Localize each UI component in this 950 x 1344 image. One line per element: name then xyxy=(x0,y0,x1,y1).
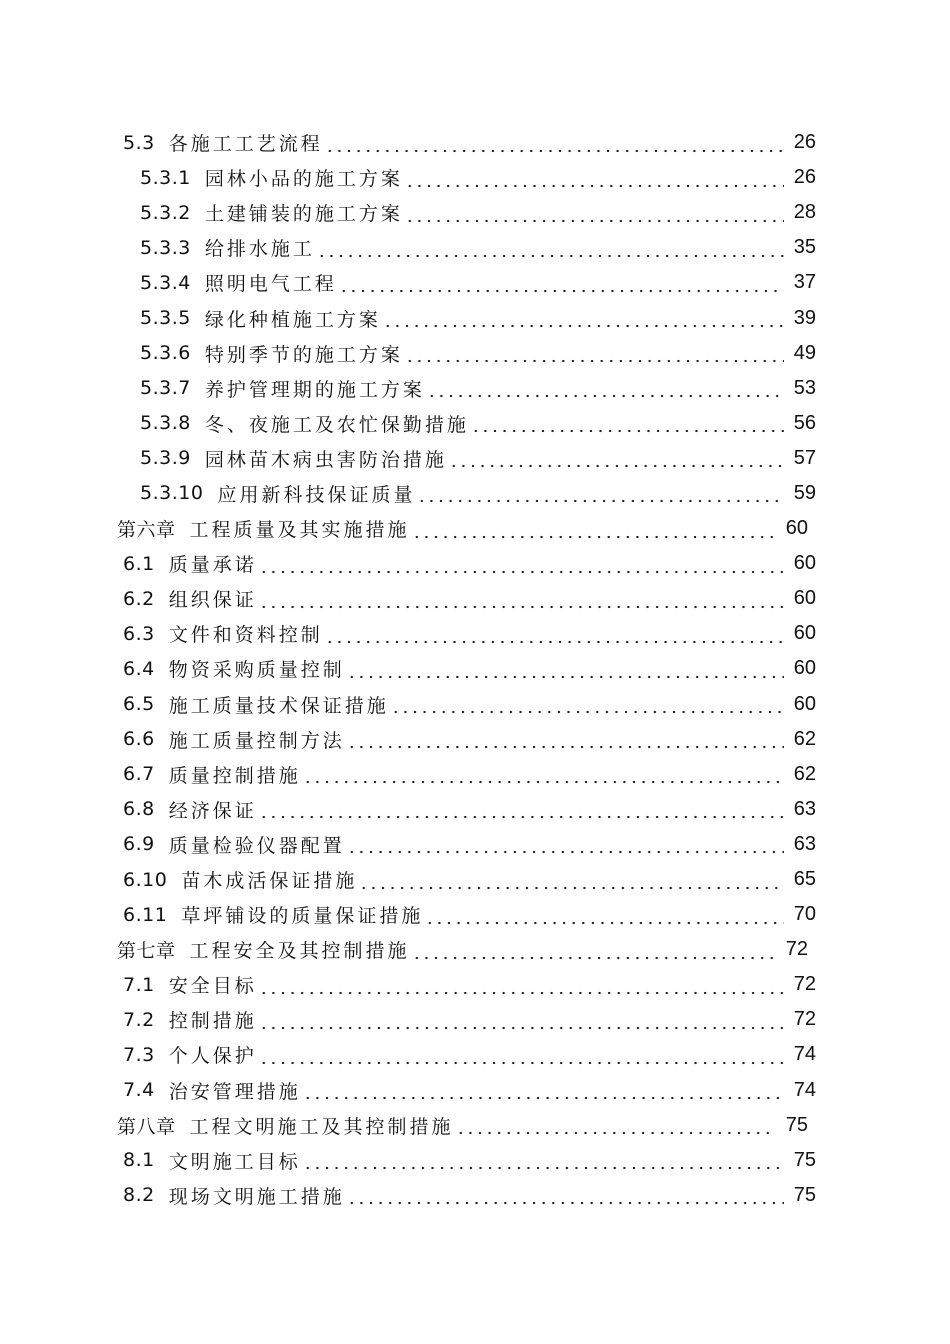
toc-dot-leader xyxy=(303,1080,784,1100)
toc-entry-page-number: 26 xyxy=(793,166,816,189)
toc-dot-leader xyxy=(259,799,784,819)
toc-entry[interactable] xyxy=(0,687,950,722)
toc-entry-title: 安全目标 xyxy=(168,975,257,998)
toc-dot-leader xyxy=(325,624,784,644)
toc-entry-title: 治安管理措施 xyxy=(168,1080,301,1103)
toc-dot-leader xyxy=(412,519,776,539)
toc-entry[interactable] xyxy=(0,792,950,827)
toc-entry[interactable] xyxy=(0,300,950,335)
toc-entry-title: 组织保证 xyxy=(168,589,257,612)
toc-entry[interactable] xyxy=(0,371,950,406)
toc-entry-number: 第六章 xyxy=(117,519,176,542)
toc-dot-leader xyxy=(417,483,784,503)
toc-entry-page-number: 60 xyxy=(793,552,816,575)
toc-entry-page-number: 37 xyxy=(793,271,816,294)
toc-dot-leader xyxy=(405,203,784,223)
toc-entry-page-number: 60 xyxy=(793,692,816,715)
toc-entry[interactable] xyxy=(0,546,950,581)
toc-entry-page-number: 65 xyxy=(793,868,816,891)
toc-entry-title: 应用新科技保证质量 xyxy=(217,483,416,506)
toc-entry-number: 7.3 xyxy=(123,1043,155,1066)
toc-entry[interactable] xyxy=(0,862,950,897)
toc-dot-leader xyxy=(325,133,784,153)
toc-entry-page-number: 60 xyxy=(793,587,816,610)
toc-entry-number: 5.3.1 xyxy=(140,166,191,189)
toc-entry[interactable] xyxy=(0,616,950,651)
toc-entry-number: 5.3.5 xyxy=(140,307,191,330)
toc-dot-leader xyxy=(427,378,784,398)
toc-entry[interactable] xyxy=(0,722,950,757)
toc-entry-page-number: 53 xyxy=(793,376,816,399)
toc-entry-page-number: 63 xyxy=(793,832,816,855)
toc-entry[interactable] xyxy=(0,1143,950,1178)
toc-entry-number: 5.3.6 xyxy=(140,342,191,365)
toc-dot-leader xyxy=(471,413,784,433)
toc-entry-number: 6.2 xyxy=(123,587,155,610)
toc-entry-title: 质量检验仪器配置 xyxy=(168,834,345,857)
toc-entry[interactable] xyxy=(0,476,950,511)
toc-entry-number: 6.9 xyxy=(123,833,155,856)
toc-entry-number: 5.3.2 xyxy=(140,201,191,224)
toc-entry-page-number: 75 xyxy=(785,1113,808,1136)
toc-entry-number: 6.10 xyxy=(123,868,168,891)
toc-entry-title: 绿化种植施工方案 xyxy=(204,308,381,331)
toc-dot-leader xyxy=(317,238,784,258)
toc-entry-title: 照明电气工程 xyxy=(204,273,337,296)
toc-entry-number: 5.3.4 xyxy=(140,271,191,294)
toc-dot-leader xyxy=(383,308,784,328)
toc-entry-page-number: 74 xyxy=(793,1043,816,1066)
toc-entry-page-number: 75 xyxy=(793,1183,816,1206)
toc-entry-number: 7.2 xyxy=(123,1008,155,1031)
toc-entry-title: 冬、夜施工及农忙保勤措施 xyxy=(204,413,469,436)
toc-dot-leader xyxy=(449,448,784,468)
toc-entry-number: 6.3 xyxy=(123,622,155,645)
toc-entry[interactable] xyxy=(0,1002,950,1037)
toc-entry-title: 苗木成活保证措施 xyxy=(181,870,358,893)
toc-entry-number: 5.3.3 xyxy=(140,236,191,259)
toc-entry-number: 5.3.8 xyxy=(140,412,191,435)
toc-entry-title: 工程质量及其实施措施 xyxy=(189,519,410,542)
toc-entry-title: 物资采购质量控制 xyxy=(168,659,345,682)
toc-entry[interactable] xyxy=(0,581,950,616)
toc-entry-number: 5.3.9 xyxy=(140,447,191,470)
toc-entry-number: 6.5 xyxy=(123,693,155,716)
toc-entry-title: 经济保证 xyxy=(168,799,257,822)
toc-entry-page-number: 74 xyxy=(793,1078,816,1101)
toc-entry[interactable] xyxy=(0,757,950,792)
toc-entry-title: 养护管理期的施工方案 xyxy=(204,378,425,401)
toc-entry-page-number: 72 xyxy=(785,938,808,961)
toc-entry-title: 质量承诺 xyxy=(168,554,257,577)
toc-entry[interactable] xyxy=(0,195,950,230)
toc-dot-leader xyxy=(259,554,784,574)
toc-entry-title: 园林小品的施工方案 xyxy=(204,168,403,191)
toc-entry[interactable] xyxy=(0,336,950,371)
toc-entry-title: 现场文明施工措施 xyxy=(168,1185,345,1208)
toc-entry-number: 5.3 xyxy=(123,131,155,154)
toc-entry-number: 6.11 xyxy=(123,903,168,926)
toc-entry[interactable] xyxy=(0,441,950,476)
toc-entry-number: 6.6 xyxy=(123,728,155,751)
toc-entry-page-number: 26 xyxy=(793,131,816,154)
toc-entry-number: 5.3.10 xyxy=(140,482,204,505)
toc-entry-title: 文明施工目标 xyxy=(168,1150,301,1173)
toc-entry-title: 施工质量技术保证措施 xyxy=(168,694,389,717)
toc-chapter-entry[interactable] xyxy=(0,932,950,967)
toc-dot-leader xyxy=(456,1115,776,1135)
toc-entry-title: 特别季节的施工方案 xyxy=(204,343,403,366)
toc-dot-leader xyxy=(347,1185,784,1205)
toc-dot-leader xyxy=(347,729,784,749)
toc-entry-number: 6.7 xyxy=(123,763,155,786)
toc-entry-title: 草坪铺设的质量保证措施 xyxy=(181,905,424,928)
toc-entry-page-number: 60 xyxy=(785,517,808,540)
toc-dot-leader xyxy=(391,694,784,714)
toc-entry-title: 质量控制措施 xyxy=(168,764,301,787)
toc-dot-leader xyxy=(425,905,784,925)
toc-entry-number: 6.1 xyxy=(123,552,155,575)
toc-entry-number: 7.1 xyxy=(123,973,155,996)
toc-entry-number: 8.2 xyxy=(123,1184,155,1207)
toc-chapter-entry[interactable] xyxy=(0,511,950,546)
toc-entry-title: 给排水施工 xyxy=(204,238,315,261)
toc-dot-leader xyxy=(347,659,784,679)
toc-entry-title: 各施工工艺流程 xyxy=(168,133,323,156)
toc-entry-title: 工程安全及其控制措施 xyxy=(189,940,410,963)
toc-entry[interactable] xyxy=(0,897,950,932)
toc-entry-number: 第八章 xyxy=(117,1115,176,1138)
toc-entry-page-number: 63 xyxy=(793,797,816,820)
toc-entry[interactable] xyxy=(0,160,950,195)
toc-entry-page-number: 72 xyxy=(793,1008,816,1031)
toc-entry-title: 控制措施 xyxy=(168,1010,257,1033)
toc-entry-number: 7.4 xyxy=(123,1079,155,1102)
toc-entry-number: 8.1 xyxy=(123,1149,155,1172)
toc-dot-leader xyxy=(259,1010,784,1030)
toc-entry-title: 工程文明施工及其控制措施 xyxy=(189,1115,454,1138)
toc-dot-leader xyxy=(359,870,784,890)
toc-entry[interactable] xyxy=(0,827,950,862)
toc-entry-page-number: 59 xyxy=(793,481,816,504)
toc-entry[interactable] xyxy=(0,1037,950,1072)
toc-entry[interactable] xyxy=(0,1073,950,1108)
toc-entry-page-number: 62 xyxy=(793,762,816,785)
toc-entry-title: 园林苗木病虫害防治措施 xyxy=(204,448,447,471)
toc-dot-leader xyxy=(259,975,784,995)
toc-entry-page-number: 60 xyxy=(793,622,816,645)
toc-entry-page-number: 28 xyxy=(793,201,816,224)
toc-dot-leader xyxy=(405,343,784,363)
toc-dot-leader xyxy=(412,940,776,960)
toc-entry-number: 5.3.7 xyxy=(140,377,191,400)
toc-dot-leader xyxy=(339,273,784,293)
toc-entry-page-number: 72 xyxy=(793,973,816,996)
toc-dot-leader xyxy=(405,168,784,188)
toc-dot-leader xyxy=(303,1150,784,1170)
toc-entry[interactable] xyxy=(0,230,950,265)
toc-entry-page-number: 49 xyxy=(793,341,816,364)
toc-entry-number: 第七章 xyxy=(117,940,176,963)
toc-entry-title: 文件和资料控制 xyxy=(168,624,323,647)
toc-dot-leader xyxy=(259,589,784,609)
toc-dot-leader xyxy=(347,834,784,854)
toc-dot-leader xyxy=(259,1045,784,1065)
toc-entry[interactable] xyxy=(0,967,950,1002)
toc-entry[interactable] xyxy=(0,125,950,160)
toc-chapter-entry[interactable] xyxy=(0,1108,950,1143)
toc-entry-page-number: 56 xyxy=(793,411,816,434)
toc-entry-page-number: 35 xyxy=(793,236,816,259)
toc-entry[interactable] xyxy=(0,651,950,686)
toc-entry-page-number: 75 xyxy=(793,1148,816,1171)
toc-entry-page-number: 39 xyxy=(793,306,816,329)
toc-entry-page-number: 62 xyxy=(793,727,816,750)
table-of-contents xyxy=(0,125,950,1213)
toc-entry[interactable] xyxy=(0,406,950,441)
toc-entry-title: 施工质量控制方法 xyxy=(168,729,345,752)
toc-entry-number: 6.8 xyxy=(123,798,155,821)
toc-entry-page-number: 70 xyxy=(793,903,816,926)
toc-entry-number: 6.4 xyxy=(123,657,155,680)
toc-entry-title: 个人保护 xyxy=(168,1045,257,1068)
toc-entry-title: 土建铺装的施工方案 xyxy=(204,203,403,226)
toc-entry[interactable] xyxy=(0,1178,950,1213)
toc-entry-page-number: 57 xyxy=(793,446,816,469)
toc-dot-leader xyxy=(303,764,784,784)
toc-entry[interactable] xyxy=(0,265,950,300)
toc-entry-page-number: 60 xyxy=(793,657,816,680)
